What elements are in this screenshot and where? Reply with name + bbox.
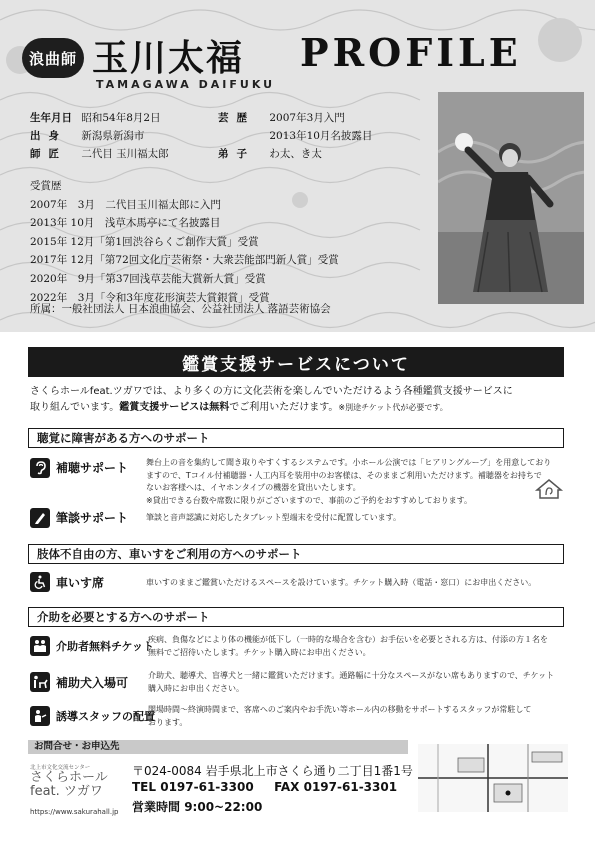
support-intro: [30, 384, 570, 416]
hearing-support-description: [146, 457, 566, 507]
desc-line: 開場時間～終演時間まで、客席へのご案内やお手洗い等ホール内の移動をサポートするスタッフが常駐して: [148, 705, 532, 714]
award-item: 2020年 9月「第37回浅草芸能大賞新人賞」受賞: [30, 272, 266, 285]
support-services-heading: 鑑賞支援サービスについて: [28, 347, 564, 377]
intro-note: ※別途チケット代が必要です。: [338, 403, 448, 412]
desc-line: おります。: [148, 717, 188, 727]
info-value: 二代目 玉川福太郎: [81, 148, 169, 160]
awards-list: [30, 177, 339, 307]
award-item: 2022年 3月「令和3年度花形演芸大賞銀賞」受賞: [30, 291, 270, 304]
intro-text: 取り組んでいます。: [30, 402, 120, 413]
logo-name-feat: feat. ツガワ: [30, 784, 103, 799]
guide-staff-label: 誘導スタッフの配置: [56, 710, 155, 723]
rokyoku-badge: 浪曲師: [22, 38, 84, 78]
website-link[interactable]: https://www.sakurahall.jp: [30, 808, 119, 816]
info-label: 芸歴: [218, 112, 255, 124]
info-value: 昭和54年8月2日: [81, 112, 161, 124]
section-caregiver-support: 介助を必要とする方へのサポート: [28, 607, 564, 627]
intro-text: でご利用いただけます。: [229, 402, 339, 413]
profile-heading: PROFILE: [300, 30, 522, 75]
section-mobility-support: 肢体不自由の方、車いすをご利用の方へのサポート: [28, 544, 564, 564]
performer-name: 玉川太福: [92, 37, 245, 79]
desc-line: 無料でご招待いたします。チケット購入時にお申出ください。: [148, 647, 371, 657]
phone-fax: [132, 780, 397, 794]
intro-free-emphasis: 鑑賞支援サービスは無料: [119, 402, 230, 413]
caregiver-icon: [30, 636, 50, 656]
info-label: 生年月日: [30, 112, 72, 124]
awards-title: 受賞歴: [30, 180, 62, 192]
info-row-career: [218, 110, 345, 125]
info-label: 出身: [30, 130, 67, 142]
business-hours: [132, 798, 262, 815]
desc-line: ないお客様へは、イヤホンタイプの機器を貸出いたします。: [146, 483, 361, 492]
desc-line: 舞台上の音を集約して聞き取りやすくするシステムです。小ホール公演では「ヒアリングループ」を用意しており: [146, 458, 552, 467]
guide-staff-description: [148, 704, 568, 729]
sakura-hall-logo: [30, 763, 122, 799]
award-item: 2017年 12月「第72回文化庁芸術祭・大衆芸能部門新人賞」受賞: [30, 254, 339, 267]
staff-icon: [30, 706, 50, 726]
assistance-dog-label: 補助犬入場可: [56, 676, 129, 690]
wheelchair-icon: [30, 572, 50, 592]
info-value: 2007年3月入門: [269, 112, 345, 124]
tel-number[interactable]: 0197-61-3300: [160, 780, 254, 794]
desc-line: ますので、Tコイル付補聴器・人工内耳を装用中のお客様は、そのままご利用いただけます。補聴器をお持ちで: [146, 470, 542, 480]
desc-line: ※貸出できる台数や席数に限りがございますので、事前のご予約をおすすめしております。: [146, 495, 472, 505]
assistance-dog-description: [148, 670, 568, 695]
desc-line: 介助犬、聴導犬、盲導犬と一緒に鑑賞いただけます。通路幅に十分なスペースがない席もありますので、チケット: [148, 671, 555, 680]
hours-value: 9:00~22:00: [184, 800, 263, 814]
performer-illustration: [438, 92, 584, 304]
info-value: 新潟県新潟市: [81, 130, 145, 142]
performer-name-romaji: TAMAGAWA DAIFUKU: [96, 78, 276, 91]
info-label: 弟子: [218, 148, 255, 160]
access-map: [418, 744, 568, 812]
intro-line-1: さくらホールfeat.ツガワでは、より多くの方に文化芸術を楽しんでいただけるよう各種鑑賞支援サービスに: [30, 386, 513, 397]
award-item: 2015年 12月「第1回渋谷らくご創作大賞」受賞: [30, 235, 259, 248]
pen-icon: [30, 508, 50, 528]
wheelchair-seat-description: [146, 577, 566, 590]
caregiver-ticket-description: [148, 634, 568, 659]
tel-label: TEL: [132, 780, 157, 794]
logo-subtitle: 北上市文化交流センター: [30, 765, 91, 771]
hearing-support-label: 補聴サポート: [56, 461, 129, 475]
hours-label: 営業時間: [132, 800, 181, 814]
contact-heading: お問合せ・お申込先: [28, 740, 408, 754]
desc-line: 疾病、負傷などにより体の機能が低下し（一時的な場合を含む）お手伝いを必要とされる方は、付添の方１名を: [148, 635, 548, 644]
intro-line-2: [30, 400, 570, 416]
fax-number: 0197-61-3301: [303, 780, 398, 794]
assistance-dog-icon: [30, 672, 50, 692]
info-value: 2013年10月名披露目: [269, 130, 373, 142]
award-item: 2007年 3月 二代目玉川福太郎に入門: [30, 198, 221, 211]
info-row-birthplace: [30, 128, 144, 143]
info-value: わ太、き太: [269, 148, 322, 160]
affiliation: 所属：一般社団法人 日本浪曲協会、公益社団法人 落語芸術協会: [30, 303, 331, 315]
caregiver-ticket-label: 介助者無料チケット: [56, 640, 155, 653]
writing-support-label: 筆談サポート: [56, 511, 129, 525]
info-label: 師匠: [30, 148, 67, 160]
profile-section: [0, 0, 595, 332]
info-row-master: [30, 146, 169, 161]
fax-label: FAX: [274, 780, 300, 794]
address: 〒024-0084 岩手県北上市さくら通り二丁目1番1号: [132, 764, 413, 778]
desc-line: 筆談と音声認識に対応したタブレット型端末を受付に配置しています。: [146, 513, 401, 522]
section-hearing-support: 聴覚に障害がある方へのサポート: [28, 428, 564, 448]
logo-name: さくらホール: [30, 770, 108, 785]
ear-icon: [30, 458, 50, 478]
info-row-career-2: [218, 128, 372, 143]
desc-line: 車いすのままご鑑賞いただけるスペースを設けています。チケット購入時（電話・窓口）にお申出ください。: [146, 578, 537, 587]
desc-line: 購入時にお申出ください。: [148, 683, 244, 693]
info-row-disciples: [218, 146, 322, 161]
info-row-birthdate: [30, 110, 161, 125]
wheelchair-seat-label: 車いす席: [56, 576, 105, 590]
hearing-loop-icon: [534, 478, 564, 500]
award-item: 2013年 10月 浅草木馬亭にて名披露目: [30, 217, 221, 230]
performer-photo: [438, 92, 584, 304]
writing-support-description: [146, 512, 566, 525]
